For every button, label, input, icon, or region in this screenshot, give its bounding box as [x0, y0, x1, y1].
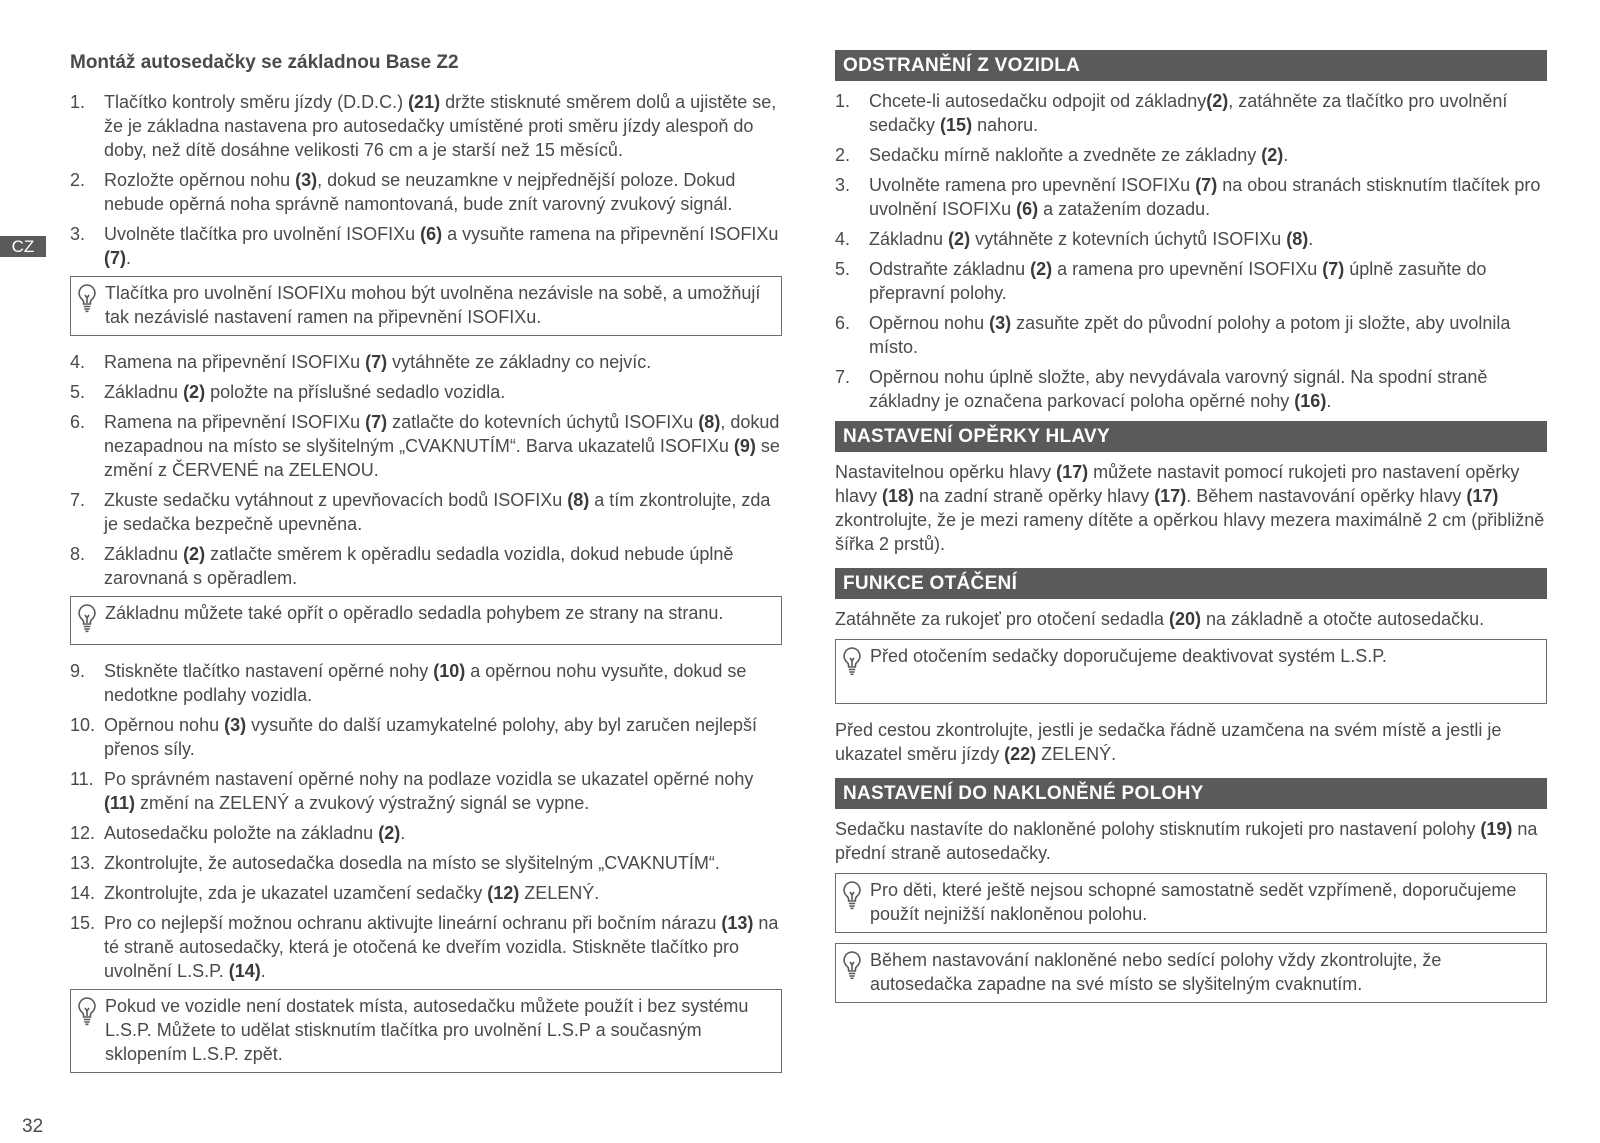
step-text [104, 90, 782, 162]
step-number: 13. [70, 853, 96, 873]
text-run: a tím zkontrolujte, zda je sedačka bezpečně upevněna. [104, 490, 771, 534]
part-reference: (2) [1030, 259, 1053, 279]
part-reference: (3) [989, 313, 1012, 333]
text-run: vysuňte do další uzamykatelné polohy, aby byl zaručen nejlepší přenos síly. [104, 715, 758, 759]
step-number: 3. [70, 224, 86, 244]
text-run: Zkuste sedačku vytáhnout z upevňovacích bodů ISOFIXu [104, 490, 568, 510]
step-text [104, 380, 782, 404]
text-run: a ramena pro upevnění ISOFIXu [1052, 259, 1323, 279]
text-run: , zatáhněte za tlačítko pro uvolnění sedačky [869, 91, 1508, 135]
list-item [70, 821, 782, 845]
list-item [70, 488, 782, 536]
text-run: na přední straně autosedačky. [835, 819, 1538, 863]
step-text [869, 173, 1547, 221]
tip-box [835, 639, 1547, 704]
steps-list-b [70, 350, 782, 590]
step-number: 4. [835, 229, 851, 249]
lightbulb-icon [75, 994, 105, 1066]
step-number: 1. [70, 92, 86, 112]
tip-text: Pokud ve vozidle není dostatek místa, autosedačku můžete použít i bez systému L.S.P. Můžete to udělat stisknutím tlačítka pro uvolnění L.S.P a současným sklopením L.S.P. zpět. [105, 996, 749, 1064]
heading-removal: ODSTRANĚNÍ Z VOZIDLA [835, 50, 1547, 81]
text-run: zatlačte směrem k opěradlu sedadla vozidla, dokud nebude úplně zarovnaná s opěradlem. [104, 544, 734, 588]
text-run: Ramena na připevnění ISOFIXu [104, 352, 366, 372]
part-reference: (7) [365, 412, 388, 432]
step-text [869, 89, 1547, 137]
text-run: Opěrnou nohu [869, 313, 990, 333]
list-item [70, 222, 782, 270]
text-run: se změní z ČERVENÉ na ZELENOU. [104, 436, 780, 480]
part-reference: (2) [1206, 91, 1229, 111]
part-reference: (2) [183, 544, 206, 564]
step-text [869, 257, 1547, 305]
part-reference: (13) [721, 913, 754, 933]
list-item [70, 881, 782, 905]
text-run: držte stisknuté směrem dolů a ujistěte se, že je základna nastavena pro autosedačky umístěné proti směru jízdy alespoň do doby, než dítě dosáhne velikosti 76 cm a je starší než 15 měsíců. [104, 92, 777, 160]
step-number: 12. [70, 823, 96, 843]
steps-list-removal [835, 89, 1547, 413]
part-reference: (18) [882, 486, 915, 506]
step-number: 2. [835, 145, 851, 165]
step-number: 7. [70, 490, 86, 510]
tip-box [835, 873, 1547, 933]
text-run: změní na ZELENÝ a zvukový výstražný signál se vypne. [135, 793, 590, 813]
step-text [104, 851, 782, 875]
text-run: Zkontrolujte, že autosedačka dosedla na místo se slyšitelným „CVAKNUTÍM“. [104, 853, 720, 873]
text-run: na zadní straně opěrky hlavy [914, 486, 1155, 506]
text-run: . [1283, 145, 1289, 165]
text-run: . [126, 248, 132, 268]
part-reference: (12) [487, 883, 520, 903]
tip-text: Pro děti, které ještě nejsou schopné samostatně sedět vzpřímeně, doporučujeme použít nejnižší nakloněnou polohu. [870, 880, 1517, 924]
section-title-installation: Montáž autosedačky se základnou Base Z2 [70, 52, 459, 73]
step-text [104, 350, 782, 374]
text-run: Po správném nastavení opěrné nohy na podlaze vozidla se ukazatel opěrné nohy [104, 769, 754, 789]
text-run: Nastavitelnou opěrku hlavy [835, 462, 1057, 482]
step-text [104, 821, 782, 845]
paragraph-recline [835, 817, 1547, 865]
part-reference: (22) [1004, 744, 1037, 764]
step-number: 11. [70, 769, 94, 789]
heading-rotation: FUNKCE OTÁČENÍ [835, 568, 1547, 599]
list-item [835, 365, 1547, 413]
tip-box [70, 989, 782, 1073]
step-number: 7. [835, 367, 851, 387]
tip-box [835, 943, 1547, 1003]
part-reference: (7) [365, 352, 388, 372]
step-number: 4. [70, 352, 86, 372]
step-text [104, 410, 782, 482]
text-run: a zatažením dozadu. [1038, 199, 1211, 219]
lightbulb-icon [75, 601, 105, 638]
text-run: úplně zasuňte do přepravní polohy. [869, 259, 1487, 303]
list-item [70, 659, 782, 707]
tip-box [70, 276, 782, 336]
part-reference: (2) [948, 229, 971, 249]
part-reference: (6) [1016, 199, 1039, 219]
right-column [835, 50, 1547, 1017]
list-item [70, 90, 782, 162]
step-text [869, 227, 1547, 251]
part-reference: (21) [408, 92, 441, 112]
list-item [835, 173, 1547, 221]
lightbulb-icon [840, 878, 870, 926]
text-run: ZELENÝ. [519, 883, 600, 903]
text-run: , dokud se neuzamkne v nejpřednější poloze. Dokud nebude opěrná noha správně namontovaná, bude znít varovný zvukový signál. [104, 170, 736, 214]
part-reference: (20) [1168, 609, 1201, 629]
text-run: . Během nastavování opěrky hlavy [1186, 486, 1467, 506]
part-reference: (7) [1322, 259, 1345, 279]
list-item [835, 227, 1547, 251]
list-item [70, 767, 782, 815]
part-reference: (17) [1056, 462, 1089, 482]
step-text [869, 143, 1547, 167]
step-number: 15. [70, 913, 96, 933]
left-column [70, 50, 782, 1087]
part-reference: (2) [1261, 145, 1284, 165]
step-text [869, 365, 1547, 413]
text-run: . [400, 823, 406, 843]
step-text [104, 659, 782, 707]
part-reference: (11) [104, 793, 136, 813]
text-run: Uvolněte ramena pro upevnění ISOFIXu [869, 175, 1196, 195]
step-number: 1. [835, 91, 851, 111]
list-item [835, 89, 1547, 137]
part-reference: (2) [183, 382, 206, 402]
text-run: Základnu [104, 544, 184, 564]
list-item [70, 851, 782, 875]
step-text [104, 168, 782, 216]
lightbulb-icon [840, 644, 870, 681]
paragraph-rotation [835, 607, 1547, 631]
step-number: 2. [70, 170, 86, 190]
lightbulb-icon [840, 948, 870, 996]
text-run: Zatáhněte za rukojeť pro otočení sedadla [835, 609, 1169, 629]
tip-text: Základnu můžete také opřít o opěradlo sedadla pohybem ze strany na stranu. [105, 603, 724, 623]
lightbulb-icon [75, 281, 105, 329]
tip-text: Před otočením sedačky doporučujeme deaktivovat systém L.S.P. [870, 646, 1387, 666]
part-reference: (8) [1286, 229, 1309, 249]
language-tab: CZ [0, 236, 46, 257]
list-item [70, 380, 782, 404]
step-text [104, 911, 782, 983]
text-run: a vysuňte ramena na připevnění ISOFIXu [442, 224, 779, 244]
text-run: Ramena na připevnění ISOFIXu [104, 412, 366, 432]
part-reference: (10) [433, 661, 466, 681]
text-run: Sedačku nastavíte do nakloněné polohy stisknutím rukojeti pro nastavení polohy [835, 819, 1481, 839]
tip-text: Tlačítka pro uvolnění ISOFIXu mohou být uvolněna nezávisle na sobě, a umožňují tak nezávislé nastavení ramen na připevnění ISOFIXu. [105, 283, 761, 327]
list-item [70, 410, 782, 482]
text-run: Rozložte opěrnou nohu [104, 170, 296, 190]
step-number: 8. [70, 544, 86, 564]
text-run: na obou stranách stisknutím tlačítek pro uvolnění ISOFIXu [869, 175, 1541, 219]
paragraph-check [835, 718, 1547, 766]
step-text [104, 542, 782, 590]
text-run: Před cestou zkontrolujte, jestli je sedačka řádně uzamčena na svém místě a jestli je ukazatel směru jízdy [835, 720, 1502, 764]
text-run: zkontrolujte, že je mezi rameny dítěte a opěrkou hlavy mezera maximálně 2 cm (přibližně šířka 2 prstů). [835, 510, 1545, 554]
text-run: vytáhněte z kotevních úchytů ISOFIXu [970, 229, 1287, 249]
part-reference: (16) [1294, 391, 1327, 411]
steps-list-a [70, 90, 782, 270]
step-number: 5. [835, 259, 851, 279]
tip-text: Během nastavování nakloněné nebo sedící polohy vždy zkontrolujte, že autosedačka zapadne na své místo se slyšitelným cvaknutím. [870, 950, 1442, 994]
text-run: zatlačte do kotevních úchytů ISOFIXu [387, 412, 699, 432]
part-reference: (8) [567, 490, 590, 510]
text-run: . [1308, 229, 1314, 249]
text-run: Opěrnou nohu [104, 715, 225, 735]
text-run: na té straně autosedačky, která je otočená ke dveřím vozidla. Stiskněte tlačítko pro uvolnění L.S.P. [104, 913, 779, 981]
text-run: , dokud nezapadnou na místo se slyšitelným „CVAKNUTÍM“. Barva ukazatelů ISOFIXu [104, 412, 780, 456]
step-number: 10. [70, 715, 96, 735]
text-run: Tlačítko kontroly směru jízdy (D.D.C.) [104, 92, 409, 112]
step-text [104, 713, 782, 761]
text-run: Zkontrolujte, zda je ukazatel uzamčení sedačky [104, 883, 488, 903]
text-run: Stiskněte tlačítko nastavení opěrné nohy [104, 661, 434, 681]
part-reference: (7) [104, 248, 126, 268]
list-item [835, 311, 1547, 359]
step-number: 6. [70, 412, 86, 432]
step-text [104, 767, 782, 815]
part-reference: (17) [1154, 486, 1187, 506]
text-run: Opěrnou nohu úplně složte, aby nevydávala varovný signál. Na spodní straně základny je označena parkovací poloha opěrné nohy [869, 367, 1488, 411]
text-run: . [260, 961, 266, 981]
tip-box [70, 596, 782, 645]
text-run: Odstraňte základnu [869, 259, 1031, 279]
part-reference: (6) [420, 224, 443, 244]
list-item [70, 168, 782, 216]
text-run: Chcete-li autosedačku odpojit od základny [869, 91, 1207, 111]
part-reference: (3) [295, 170, 318, 190]
text-run: Sedačku mírně nakloňte a zvedněte ze základny [869, 145, 1262, 165]
step-number: 9. [70, 661, 86, 681]
paragraph-headrest [835, 460, 1547, 556]
text-run: na základně a otočte autosedačku. [1200, 609, 1485, 629]
part-reference: (3) [224, 715, 247, 735]
list-item [835, 143, 1547, 167]
step-number: 6. [835, 313, 851, 333]
text-run: . [1326, 391, 1332, 411]
text-run: Pro co nejlepší možnou ochranu aktivujte lineární ochranu při bočním nárazu [104, 913, 722, 933]
part-reference: (19) [1480, 819, 1513, 839]
list-item [835, 257, 1547, 305]
text-run: můžete nastavit pomocí rukojeti pro nastavení opěrky hlavy [835, 462, 1520, 506]
text-run: položte na příslušné sedadlo vozidla. [205, 382, 506, 402]
page-number: 32 [22, 1116, 44, 1137]
text-run: Autosedačku položte na základnu [104, 823, 379, 843]
steps-list-c [70, 659, 782, 983]
text-run: zasuňte zpět do původní polohy a potom ji složte, aby uvolnila místo. [869, 313, 1511, 357]
list-item [70, 350, 782, 374]
part-reference: (8) [698, 412, 721, 432]
heading-headrest: NASTAVENÍ OPĚRKY HLAVY [835, 421, 1547, 452]
text-run: Základnu [869, 229, 949, 249]
step-text [869, 311, 1547, 359]
text-run: vytáhněte ze základny co nejvíc. [387, 352, 652, 372]
part-reference: (17) [1466, 486, 1499, 506]
part-reference: (15) [940, 115, 973, 135]
step-number: 3. [835, 175, 851, 195]
part-reference: (7) [1195, 175, 1218, 195]
text-run: ZELENÝ. [1036, 744, 1117, 764]
step-number: 5. [70, 382, 86, 402]
heading-recline: NASTAVENÍ DO NAKLONĚNÉ POLOHY [835, 778, 1547, 809]
part-reference: (2) [378, 823, 401, 843]
text-run: a opěrnou nohu vysuňte, dokud se nedotkne podlahy vozidla. [104, 661, 747, 705]
list-item [70, 911, 782, 983]
list-item [70, 542, 782, 590]
step-text [104, 488, 782, 536]
step-text [104, 881, 782, 905]
text-run: Uvolněte tlačítka pro uvolnění ISOFIXu [104, 224, 421, 244]
text-run: nahoru. [972, 115, 1039, 135]
step-number: 14. [70, 883, 96, 903]
list-item [70, 713, 782, 761]
text-run: Základnu [104, 382, 184, 402]
part-reference: (9) [733, 436, 756, 456]
part-reference: (14) [228, 961, 261, 981]
step-text [104, 222, 782, 270]
